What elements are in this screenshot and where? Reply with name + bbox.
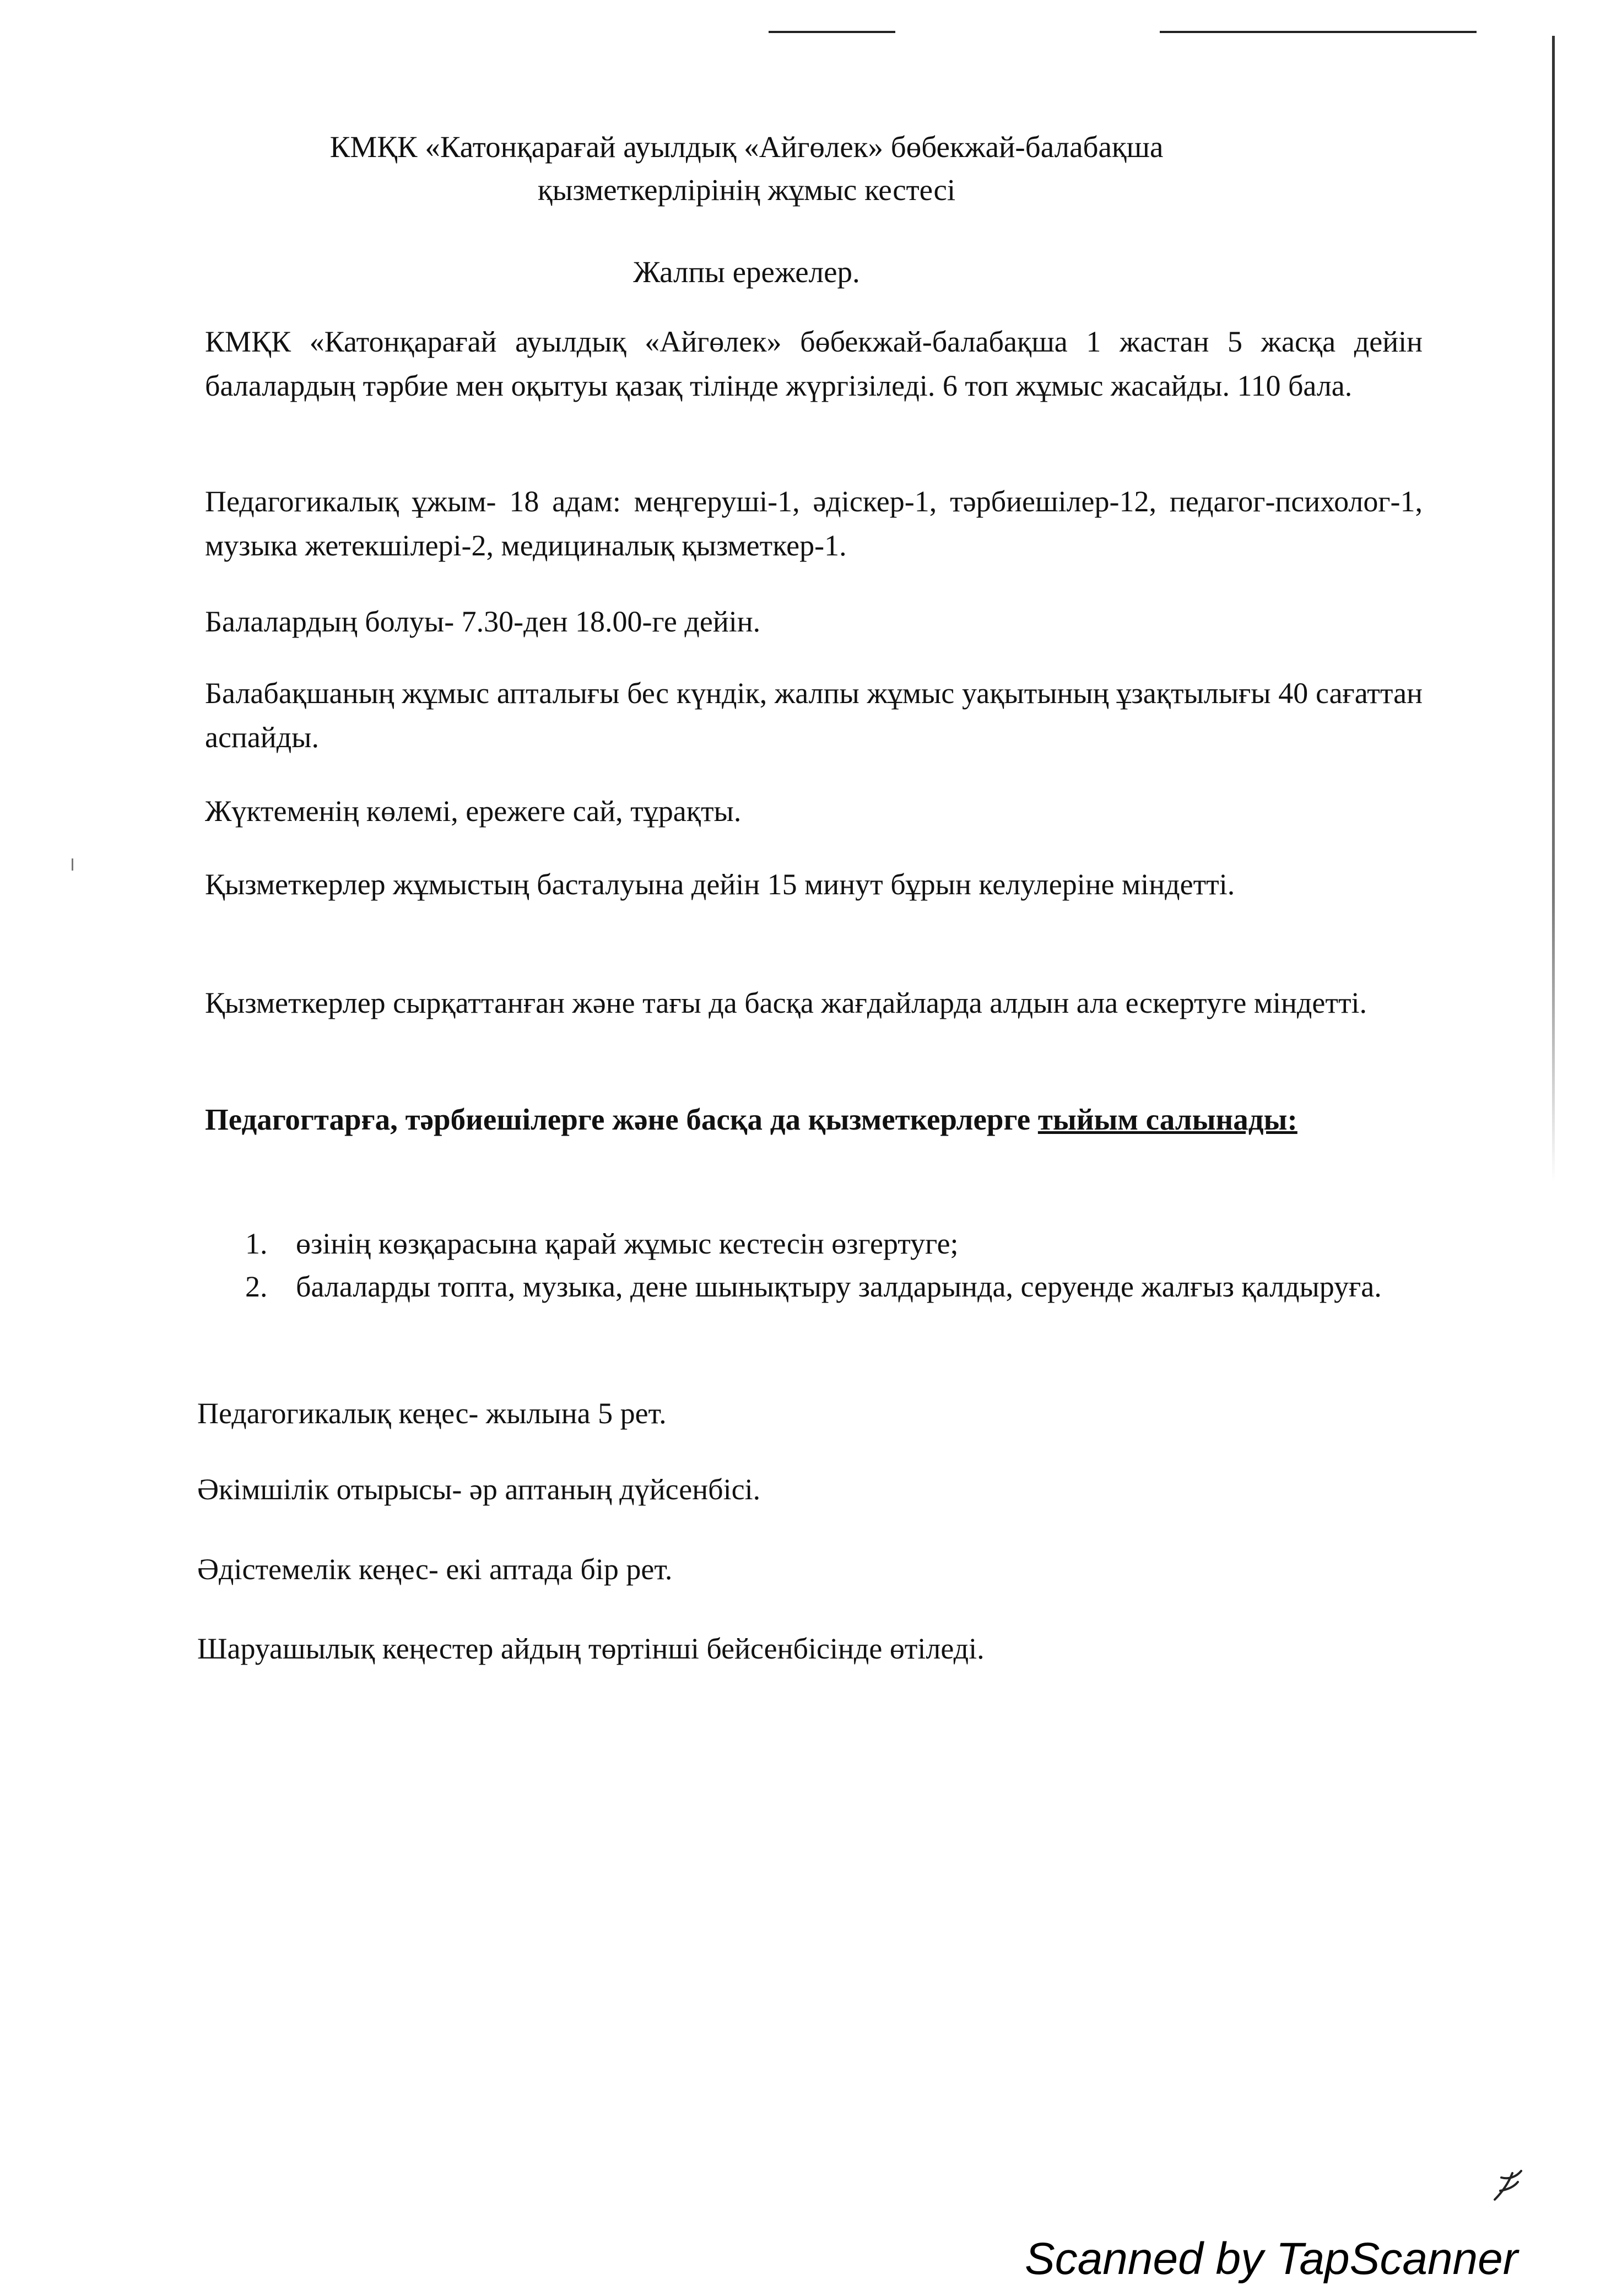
list-item-text: балаларды топта, музыка, дене шынықтыру залдарында, серуенде жалғыз қалдыруға.: [296, 1270, 1382, 1303]
document-title: [182, 126, 1311, 212]
scan-artifact-edge: [1552, 36, 1555, 1182]
list-item: [245, 1222, 1424, 1265]
prohibition-lead: Педагогтарға, тәрбиешілерге және басқа да қызметкерлерге: [205, 1103, 1038, 1136]
list-item-text: өзінің көзқарасына қарай жұмыс кестесін өзгертуге;: [296, 1227, 959, 1260]
prohibition-underlined: тыйым салынады:: [1037, 1103, 1297, 1136]
meeting-methodical: Әдістемелік кеңес- екі аптада бір рет.: [197, 1553, 673, 1586]
prohibition-heading: [205, 1098, 1423, 1142]
title-line-1: КМҚК «Катонқарағай ауылдық «Айгөлек» бөбекжай-балабақша: [329, 130, 1164, 164]
list-item-number: 2.: [245, 1270, 268, 1303]
list-item-number: 1.: [245, 1227, 268, 1260]
scanner-watermark: Scanned by TapScanner: [1025, 2234, 1518, 2284]
signature-icon: [1485, 2165, 1529, 2209]
paragraph-arrival: Қызметкерлер жұмыстың басталуына дейін 15 минут бұрын келулеріне міндетті.: [205, 868, 1235, 901]
title-line-2: қызметкерлірінің жұмыс кестесі: [537, 173, 956, 207]
paragraph-workload: Жүктеменің көлемі, ережеге сай, тұрақты.: [205, 795, 742, 828]
prohibition-list: [245, 1222, 1424, 1308]
paragraph-institution: КМҚК «Катонқарағай ауылдық «Айгөлек» бөбекжай-балабақша 1 жастан 5 жасқа дейін балалардың тәрбие мен оқытуы қазақ тілінде жүргізіледі. 6 топ жұмыс жасайды. 110 бала.: [205, 325, 1423, 402]
paragraph-hours: Балалардың болуы- 7.30-ден 18.00-ге дейін.: [205, 605, 761, 638]
scan-artifact-line: [1160, 31, 1477, 33]
meeting-administrative: Әкімшілік отырысы- әр аптаның дүйсенбісі.: [197, 1473, 761, 1506]
meeting-household: Шаруашылық кеңестер айдың төртінші бейсенбісінде өтіледі.: [197, 1632, 985, 1665]
scan-artifact-mark: [72, 858, 73, 871]
paragraph-work-week: Балабақшаның жұмыс апталығы бес күндік, жалпы жұмыс уақытының ұзақтылығы 40 сағаттан аспайды.: [205, 677, 1423, 754]
paragraph-staff: Педагогикалық ұжым- 18 адам: меңгеруші-1, әдіскер-1, тәрбиешілер-12, педагог-психолог-1, музыка жетекшілері-2, медициналық қызметкер-1.: [205, 485, 1423, 562]
scan-artifact-line: [769, 31, 895, 33]
section-heading: Жалпы ережелер.: [633, 255, 860, 289]
paragraph-sick-notice: Қызметкерлер сырқаттанған және тағы да басқа жағдайларда алдын ала ескертуге міндетті.: [205, 986, 1367, 1019]
list-item: [245, 1265, 1424, 1308]
meeting-pedagogical: Педагогикалық кеңес- жылына 5 рет.: [197, 1397, 667, 1430]
